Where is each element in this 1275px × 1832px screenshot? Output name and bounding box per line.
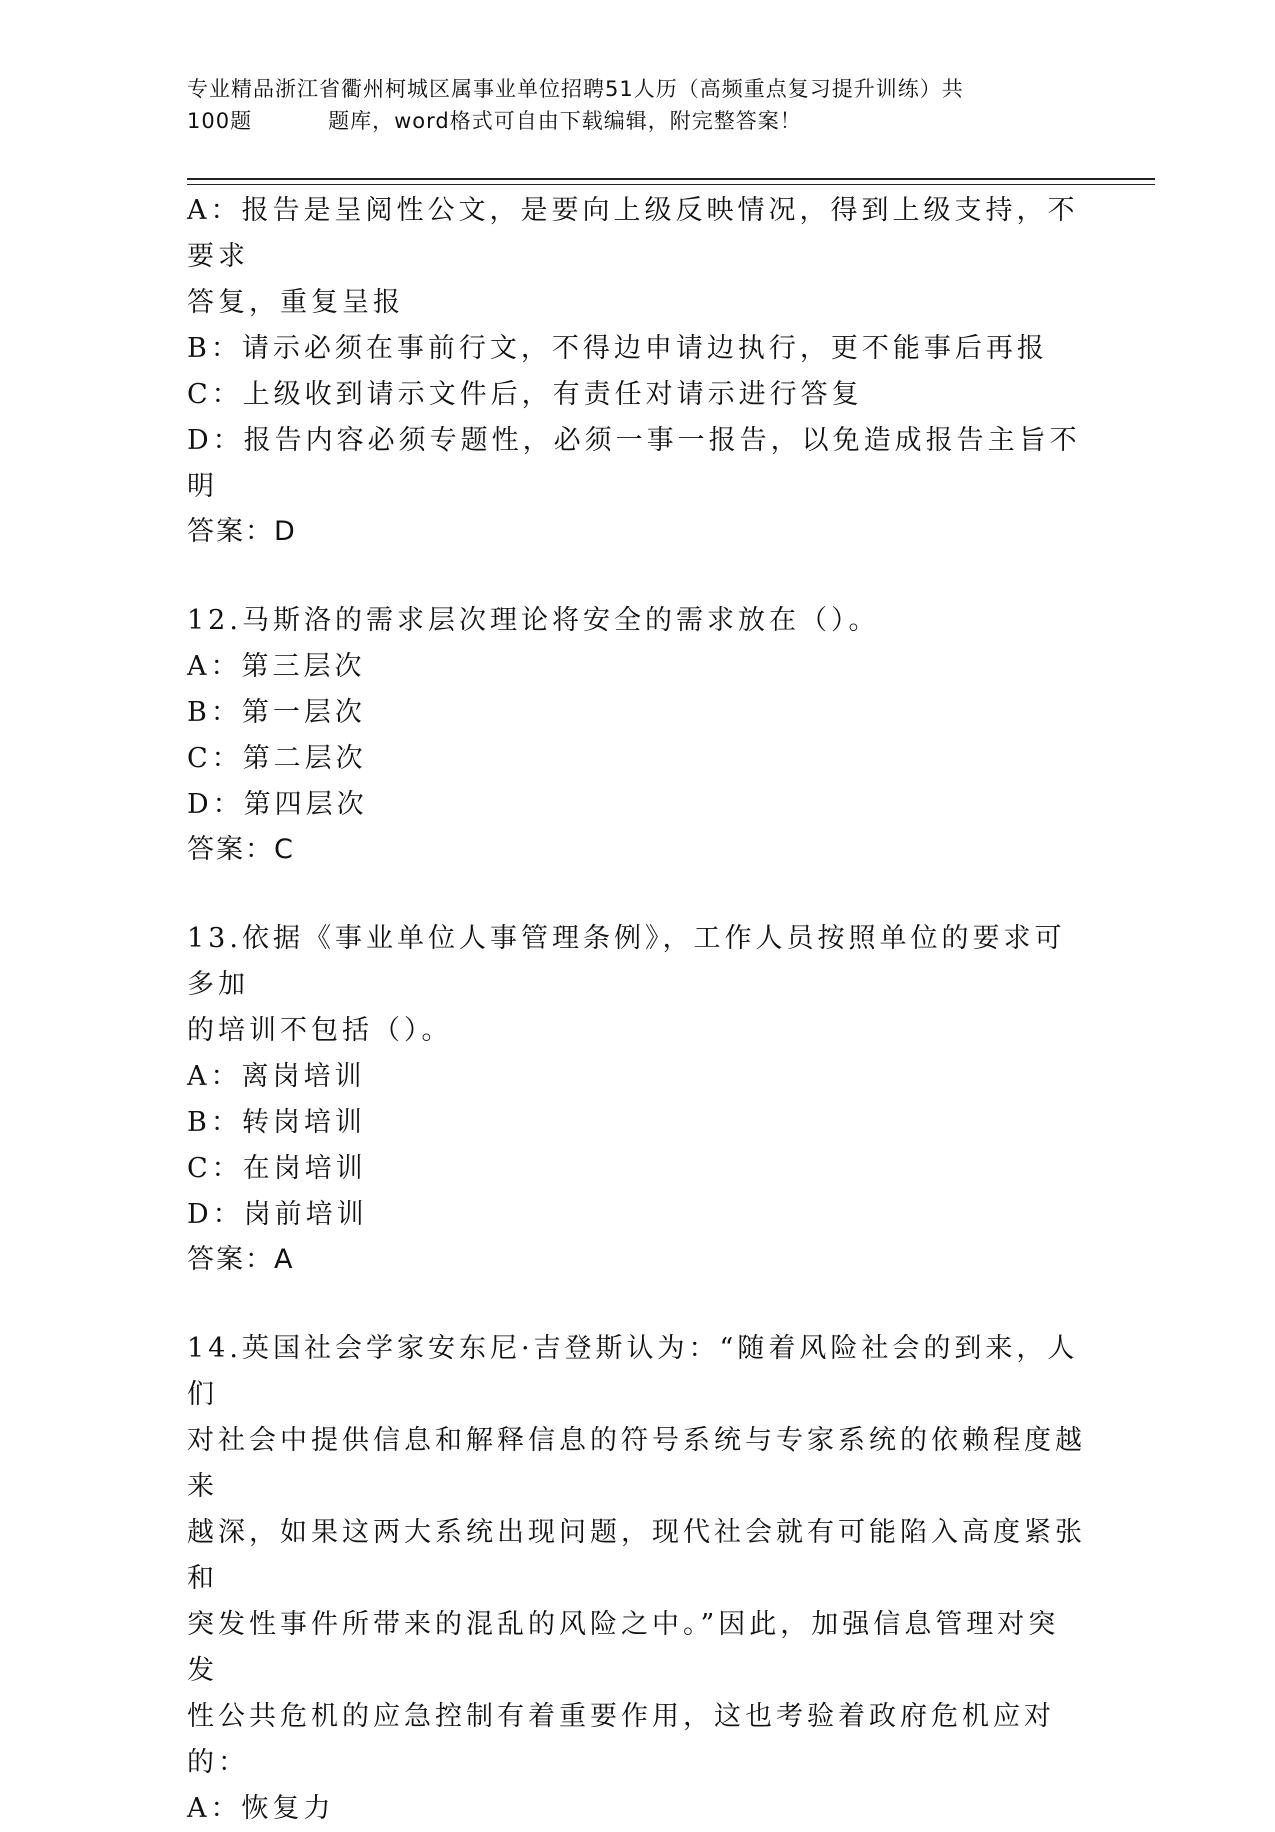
q14-question-line-5: 性公共危机的应急控制有着重要作用，这也考验着政府危机应对的： [187,1701,1055,1778]
header-question-count: 100题 [187,109,253,133]
q11-option-b: B：请示必须在事前行文，不得边申请边执行，更不能事后再报 [187,333,1048,364]
q13-answer: 答案：A [187,1244,295,1275]
q11-option-a-line-2: 答复，重复呈报 [187,287,404,318]
question-14-block [187,1326,1087,1832]
q13-option-b: B：转岗培训 [187,1107,366,1138]
header-divider-thin [187,184,1155,185]
q14-question-line-4: 突发性事件所带来的混乱的风险之中。”因此，加强信息管理对突发 [187,1609,1060,1686]
question-11-block [187,188,1087,554]
q12-option-b: B：第一层次 [187,697,366,728]
q14-option-a: A：恢复力 [187,1793,335,1824]
q12-answer: 答案：C [187,834,295,865]
q14-question-line-1: 14.英国社会学家安东尼·吉登斯认为：“随着风险社会的到来，人们 [187,1333,1079,1410]
question-content [187,188,1087,1832]
q13-question-line-2: 的培训不包括（）。 [187,1015,453,1046]
q11-answer: 答案：D [187,516,297,547]
q11-option-a-line-1: A：报告是呈阅性公文，是要向上级反映情况，得到上级支持，不要求 [187,195,1079,272]
header-divider-thick [187,178,1155,180]
q13-question-line-1: 13.依据《事业单位人事管理条例》，工作人员按照单位的要求可多加 [187,923,1066,1000]
q11-option-c: C：上级收到请示文件后，有责任对请示进行答复 [187,379,863,410]
q12-option-d: D：第四层次 [187,789,368,820]
header-subtitle: 题库，word格式可自由下载编辑，附完整答案！ [328,109,802,133]
q12-option-a: A：第三层次 [187,651,366,682]
question-12-block [187,598,1087,872]
q12-option-c: C：第二层次 [187,743,367,774]
q13-option-c: C：在岗培训 [187,1153,367,1184]
q11-option-d: D：报告内容必须专题性，必须一事一报告，以免造成报告主旨不明 [187,425,1081,502]
question-13-block [187,916,1087,1282]
q13-option-a: A：离岗培训 [187,1061,366,1092]
q13-option-d: D：岗前培训 [187,1199,368,1230]
page-header [187,73,1087,137]
header-title-line-1: 专业精品浙江省衢州柯城区属事业单位招聘51人历（高频重点复习提升训练）共 [187,77,964,101]
q14-question-line-3: 越深，如果这两大系统出现问题，现代社会就有可能陷入高度紧张和 [187,1517,1086,1594]
header-title-line-2 [187,105,1087,137]
q14-question-line-2: 对社会中提供信息和解释信息的符号系统与专家系统的依赖程度越来 [187,1425,1086,1502]
q12-question: 12.马斯洛的需求层次理论将安全的需求放在（）。 [187,605,880,636]
